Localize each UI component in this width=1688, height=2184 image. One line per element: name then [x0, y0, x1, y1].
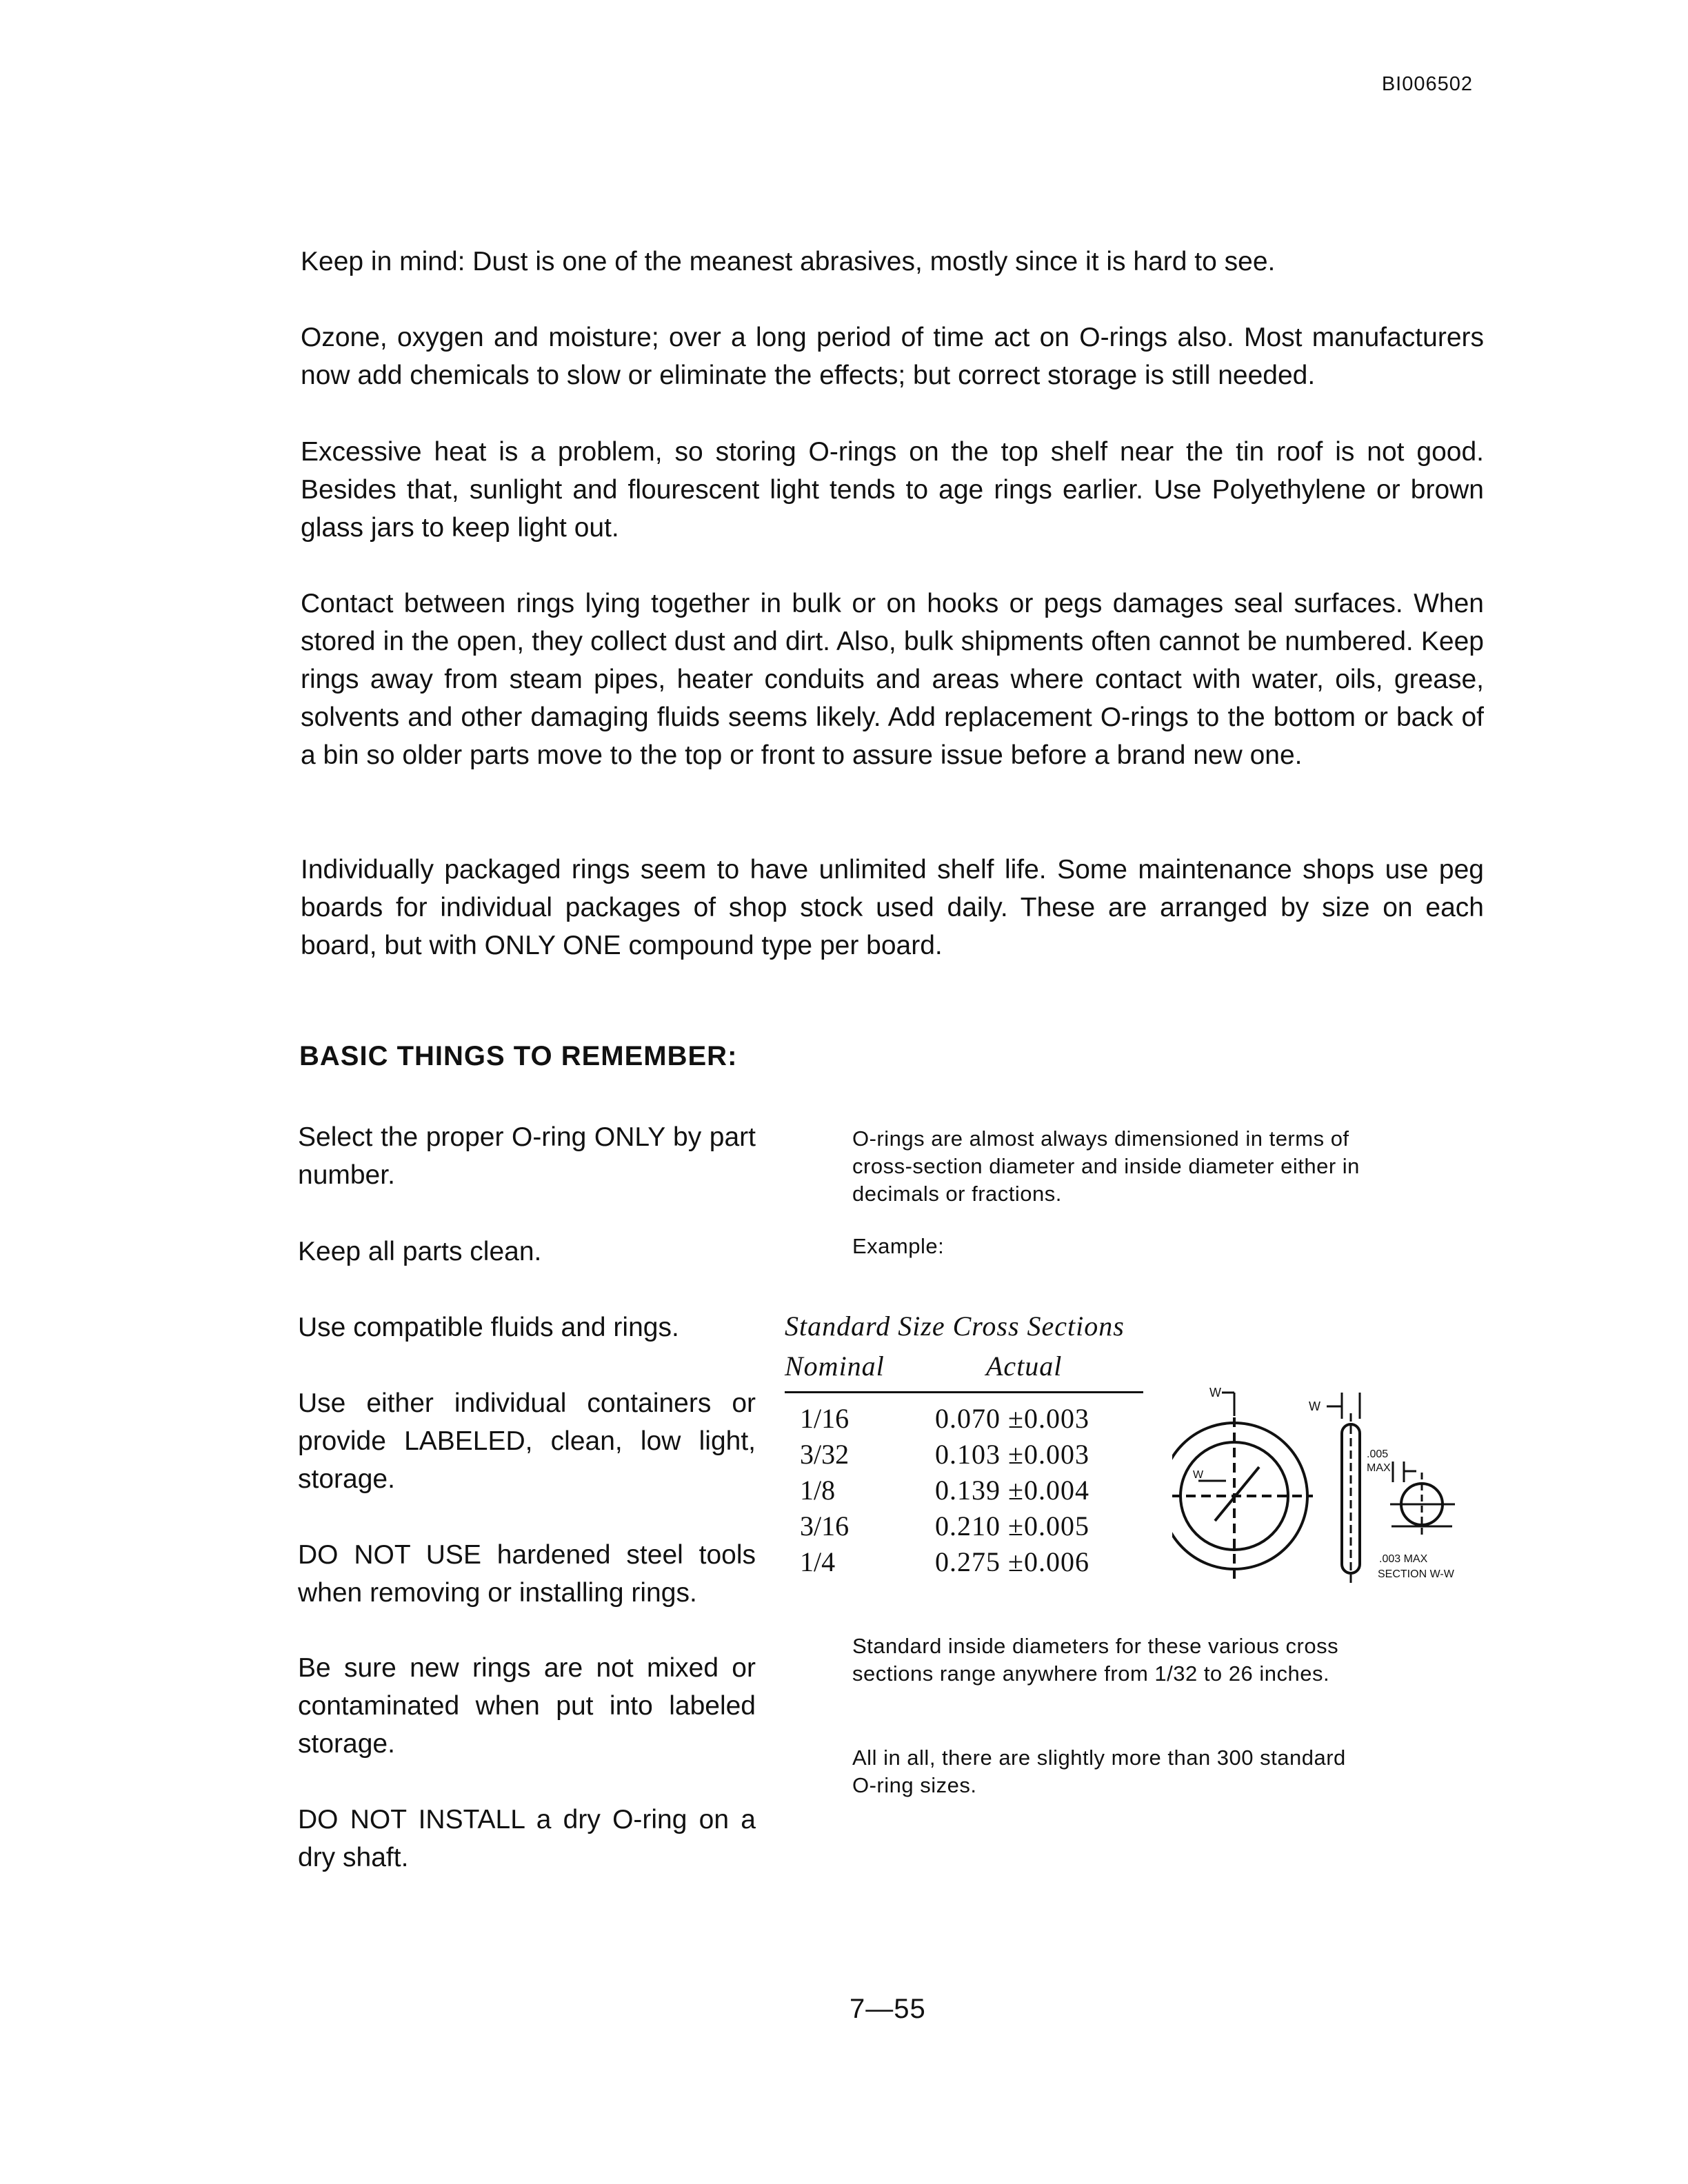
tip-part-number: Select the proper O-ring ONLY by part number. [298, 1122, 756, 1190]
tip-clean: Keep all parts clean. [298, 1237, 542, 1266]
figure-w-label-side: W [1309, 1399, 1320, 1413]
figure-tolerance-bottom: .003 MAX [1379, 1553, 1428, 1565]
tip-dry-install: DO NOT INSTALL a dry O-ring on a dry shaft. [298, 1805, 756, 1872]
size-table-rule [785, 1391, 1143, 1393]
note-total-sizes: All in all, there are slightly more than 300 standard O-ring sizes. [852, 1746, 1346, 1797]
paragraph-packaged: Individually packaged rings seem to have unlimited shelf life. Some maintenance shops use peg boards for individual packages of shop stock used daily. These are arranged by size on each board, but with ONLY ONE compound type per board. [301, 855, 1484, 960]
document-id: BI006502 [1381, 73, 1473, 95]
paragraph-heat: Excessive heat is a problem, so storing O-rings on the top shelf near the tin roof is not good. Besides that, sunlight and flourescent light tends to age rings earlier. Use Polyethylene or brown glass jars to keep light out. [301, 437, 1484, 543]
size-table-header-actual: Actual [986, 1351, 1063, 1382]
size-table-header-nominal: Nominal [785, 1351, 885, 1382]
oring-cross-section-diagram [1172, 1386, 1483, 1593]
tip-tools: DO NOT USE hardened steel tools when removing or installing rings. [298, 1540, 756, 1608]
section-heading: BASIC THINGS TO REMEMBER: [299, 1041, 738, 1071]
actual-cell: 0.275 ±0.006 [935, 1546, 1089, 1577]
actual-cell: 0.070 ±0.003 [935, 1403, 1089, 1434]
tip-compatible: Use compatible fluids and rings. [298, 1313, 679, 1342]
paragraph-dust: Keep in mind: Dust is one of the meanest abrasives, mostly since it is hard to see. [301, 247, 1276, 276]
note-inside-diameters: Standard inside diameters for these various cross sections range anywhere from 1/32 to 26 inches. [852, 1634, 1339, 1686]
actual-cell: 0.210 ±0.005 [935, 1510, 1089, 1541]
nominal-cell: 1/8 [800, 1475, 836, 1506]
nominal-cell: 1/4 [800, 1546, 836, 1577]
note-dimensioning: O-rings are almost always dimensioned in terms of cross-section diameter and inside diameter either in decimals or fractions. [852, 1126, 1360, 1206]
nominal-cell: 3/32 [800, 1439, 850, 1470]
figure-w-label-inner: W [1193, 1469, 1204, 1481]
figure-tolerance-top-max: MAX [1367, 1462, 1391, 1474]
size-table-title: Standard Size Cross Sections [785, 1311, 1125, 1342]
figure-section-label: SECTION W-W [1378, 1568, 1454, 1580]
page-number: 7—55 [850, 1994, 926, 2024]
actual-cell: 0.103 ±0.003 [935, 1439, 1089, 1470]
paragraph-ozone: Ozone, oxygen and moisture; over a long period of time act on O-rings also. Most manufacturers now add chemicals to slow or eliminate the effects; but correct storage is still needed. [301, 323, 1484, 390]
figure-tolerance-top-value: .005 [1367, 1448, 1389, 1460]
section-cut-line [1215, 1467, 1259, 1521]
actual-cell: 0.139 ±0.004 [935, 1475, 1089, 1506]
figure-w-label-top: W [1209, 1386, 1221, 1399]
tip-mixed: Be sure new rings are not mixed or contaminated when put into labeled storage. [298, 1653, 756, 1759]
nominal-cell: 3/16 [800, 1510, 850, 1541]
note-example-label: Example: [852, 1234, 945, 1258]
tip-storage: Use either individual containers or provide LABELED, clean, low light, storage. [298, 1388, 756, 1494]
nominal-cell: 1/16 [800, 1403, 850, 1434]
paragraph-contact: Contact between rings lying together in bulk or on hooks or pegs damages seal surfaces. When stored in the open, they collect dust and dirt. Also, bulk shipments often cannot be numbered. Keep rings away from steam pipes, heater conduits and areas where contact with water, oils, grease, solvents and other damaging fluids seems likely. Add replacement O-rings to the bottom or back of a bin so older parts move to the top or front to assure issue before a brand new one. [301, 589, 1484, 770]
